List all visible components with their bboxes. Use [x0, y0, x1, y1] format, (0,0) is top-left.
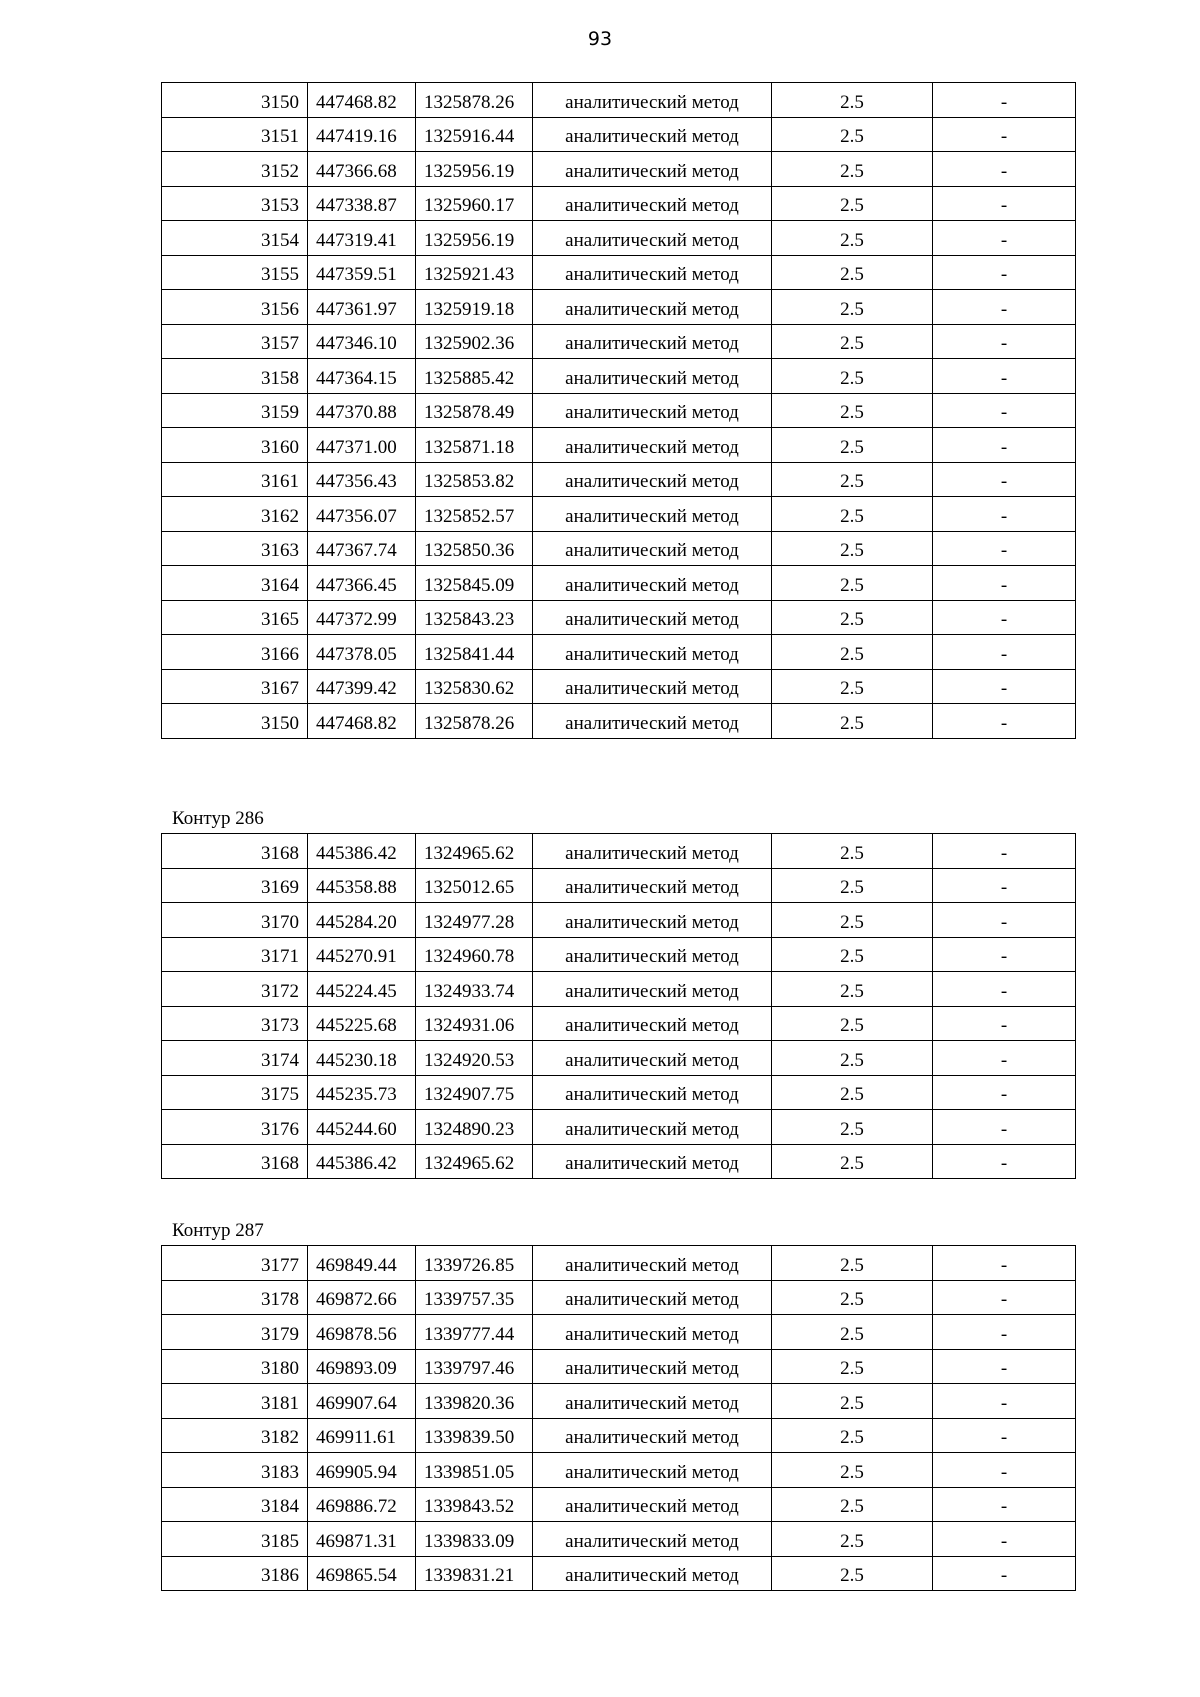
y-coordinate-cell: 1324965.62	[416, 834, 533, 869]
method-cell: аналитический метод	[533, 152, 772, 187]
method-cell: аналитический метод	[533, 868, 772, 903]
y-coordinate-cell: 1324931.06	[416, 1006, 533, 1041]
extra-cell: -	[933, 117, 1076, 152]
x-coordinate-cell: 447356.43	[308, 462, 416, 497]
y-coordinate-cell: 1325960.17	[416, 186, 533, 221]
accuracy-cell: 2.5	[772, 186, 933, 221]
x-coordinate-cell: 469865.54	[308, 1556, 416, 1591]
x-coordinate-cell: 447370.88	[308, 393, 416, 428]
point-number-cell: 3174	[162, 1041, 308, 1076]
extra-cell: -	[933, 1487, 1076, 1522]
point-number-cell: 3184	[162, 1487, 308, 1522]
accuracy-cell: 2.5	[772, 359, 933, 394]
accuracy-cell: 2.5	[772, 393, 933, 428]
point-number-cell: 3183	[162, 1453, 308, 1488]
x-coordinate-cell: 447364.15	[308, 359, 416, 394]
y-coordinate-cell: 1325878.26	[416, 83, 533, 118]
table-row	[162, 152, 1076, 187]
y-coordinate-cell: 1325843.23	[416, 600, 533, 635]
extra-cell: -	[933, 834, 1076, 869]
table-row	[162, 1110, 1076, 1145]
y-coordinate-cell: 1339797.46	[416, 1349, 533, 1384]
y-coordinate-cell: 1324965.62	[416, 1144, 533, 1179]
accuracy-cell: 2.5	[772, 1280, 933, 1315]
coordinates-table	[161, 833, 1076, 1179]
point-number-cell: 3167	[162, 669, 308, 704]
accuracy-cell: 2.5	[772, 290, 933, 325]
extra-cell: -	[933, 600, 1076, 635]
point-number-cell: 3163	[162, 531, 308, 566]
point-number-cell: 3175	[162, 1075, 308, 1110]
accuracy-cell: 2.5	[772, 1246, 933, 1281]
y-coordinate-cell: 1325871.18	[416, 428, 533, 463]
method-cell: аналитический метод	[533, 704, 772, 739]
extra-cell: -	[933, 152, 1076, 187]
method-cell: аналитический метод	[533, 290, 772, 325]
accuracy-cell: 2.5	[772, 669, 933, 704]
table-row	[162, 531, 1076, 566]
method-cell: аналитический метод	[533, 255, 772, 290]
table-row	[162, 1315, 1076, 1350]
extra-cell: -	[933, 359, 1076, 394]
x-coordinate-cell: 445224.45	[308, 972, 416, 1007]
y-coordinate-cell: 1325845.09	[416, 566, 533, 601]
y-coordinate-cell: 1325853.82	[416, 462, 533, 497]
accuracy-cell: 2.5	[772, 255, 933, 290]
extra-cell: -	[933, 497, 1076, 532]
y-coordinate-cell: 1325916.44	[416, 117, 533, 152]
accuracy-cell: 2.5	[772, 1384, 933, 1419]
accuracy-cell: 2.5	[772, 497, 933, 532]
accuracy-cell: 2.5	[772, 1487, 933, 1522]
extra-cell: -	[933, 1522, 1076, 1557]
x-coordinate-cell: 447378.05	[308, 635, 416, 670]
table-row	[162, 1384, 1076, 1419]
y-coordinate-cell: 1324933.74	[416, 972, 533, 1007]
extra-cell: -	[933, 1384, 1076, 1419]
method-cell: аналитический метод	[533, 428, 772, 463]
x-coordinate-cell: 447367.74	[308, 531, 416, 566]
point-number-cell: 3180	[162, 1349, 308, 1384]
method-cell: аналитический метод	[533, 1349, 772, 1384]
y-coordinate-cell: 1324960.78	[416, 937, 533, 972]
y-coordinate-cell: 1325885.42	[416, 359, 533, 394]
y-coordinate-cell: 1339843.52	[416, 1487, 533, 1522]
accuracy-cell: 2.5	[772, 704, 933, 739]
extra-cell: -	[933, 868, 1076, 903]
extra-cell: -	[933, 704, 1076, 739]
x-coordinate-cell: 445244.60	[308, 1110, 416, 1145]
point-number-cell: 3159	[162, 393, 308, 428]
method-cell: аналитический метод	[533, 1453, 772, 1488]
method-cell: аналитический метод	[533, 566, 772, 601]
table-row	[162, 1006, 1076, 1041]
extra-cell: -	[933, 972, 1076, 1007]
point-number-cell: 3185	[162, 1522, 308, 1557]
extra-cell: -	[933, 1349, 1076, 1384]
point-number-cell: 3168	[162, 1144, 308, 1179]
table-row	[162, 1075, 1076, 1110]
y-coordinate-cell: 1325012.65	[416, 868, 533, 903]
y-coordinate-cell: 1339851.05	[416, 1453, 533, 1488]
table-row	[162, 600, 1076, 635]
y-coordinate-cell: 1325878.26	[416, 704, 533, 739]
accuracy-cell: 2.5	[772, 1522, 933, 1557]
method-cell: аналитический метод	[533, 221, 772, 256]
method-cell: аналитический метод	[533, 1280, 772, 1315]
table-row	[162, 1418, 1076, 1453]
accuracy-cell: 2.5	[772, 868, 933, 903]
x-coordinate-cell: 447366.68	[308, 152, 416, 187]
x-coordinate-cell: 469905.94	[308, 1453, 416, 1488]
extra-cell: -	[933, 1315, 1076, 1350]
y-coordinate-cell: 1325956.19	[416, 221, 533, 256]
table-row	[162, 834, 1076, 869]
y-coordinate-cell: 1325830.62	[416, 669, 533, 704]
extra-cell: -	[933, 255, 1076, 290]
point-number-cell: 3157	[162, 324, 308, 359]
method-cell: аналитический метод	[533, 186, 772, 221]
y-coordinate-cell: 1339820.36	[416, 1384, 533, 1419]
x-coordinate-cell: 469849.44	[308, 1246, 416, 1281]
x-coordinate-cell: 447468.82	[308, 704, 416, 739]
x-coordinate-cell: 447356.07	[308, 497, 416, 532]
table-row	[162, 1280, 1076, 1315]
accuracy-cell: 2.5	[772, 600, 933, 635]
extra-cell: -	[933, 1041, 1076, 1076]
y-coordinate-cell: 1325921.43	[416, 255, 533, 290]
x-coordinate-cell: 447366.45	[308, 566, 416, 601]
point-number-cell: 3162	[162, 497, 308, 532]
x-coordinate-cell: 469871.31	[308, 1522, 416, 1557]
point-number-cell: 3150	[162, 83, 308, 118]
accuracy-cell: 2.5	[772, 428, 933, 463]
method-cell: аналитический метод	[533, 1418, 772, 1453]
y-coordinate-cell: 1324977.28	[416, 903, 533, 938]
extra-cell: -	[933, 1006, 1076, 1041]
point-number-cell: 3158	[162, 359, 308, 394]
point-number-cell: 3155	[162, 255, 308, 290]
accuracy-cell: 2.5	[772, 1006, 933, 1041]
accuracy-cell: 2.5	[772, 1075, 933, 1110]
table-row	[162, 393, 1076, 428]
accuracy-cell: 2.5	[772, 152, 933, 187]
accuracy-cell: 2.5	[772, 1110, 933, 1145]
extra-cell: -	[933, 83, 1076, 118]
x-coordinate-cell: 447361.97	[308, 290, 416, 325]
extra-cell: -	[933, 462, 1076, 497]
extra-cell: -	[933, 1418, 1076, 1453]
extra-cell: -	[933, 393, 1076, 428]
table-row	[162, 1349, 1076, 1384]
point-number-cell: 3173	[162, 1006, 308, 1041]
x-coordinate-cell: 447359.51	[308, 255, 416, 290]
extra-cell: -	[933, 1246, 1076, 1281]
y-coordinate-cell: 1325956.19	[416, 152, 533, 187]
point-number-cell: 3179	[162, 1315, 308, 1350]
method-cell: аналитический метод	[533, 1006, 772, 1041]
table-row	[162, 1041, 1076, 1076]
table-row	[162, 937, 1076, 972]
method-cell: аналитический метод	[533, 600, 772, 635]
x-coordinate-cell: 445235.73	[308, 1075, 416, 1110]
method-cell: аналитический метод	[533, 972, 772, 1007]
y-coordinate-cell: 1325852.57	[416, 497, 533, 532]
method-cell: аналитический метод	[533, 669, 772, 704]
point-number-cell: 3160	[162, 428, 308, 463]
table-row	[162, 669, 1076, 704]
method-cell: аналитический метод	[533, 324, 772, 359]
y-coordinate-cell: 1339833.09	[416, 1522, 533, 1557]
table-row	[162, 497, 1076, 532]
extra-cell: -	[933, 903, 1076, 938]
extra-cell: -	[933, 324, 1076, 359]
x-coordinate-cell: 445230.18	[308, 1041, 416, 1076]
y-coordinate-cell: 1339777.44	[416, 1315, 533, 1350]
x-coordinate-cell: 447399.42	[308, 669, 416, 704]
extra-cell: -	[933, 1075, 1076, 1110]
method-cell: аналитический метод	[533, 1384, 772, 1419]
point-number-cell: 3161	[162, 462, 308, 497]
accuracy-cell: 2.5	[772, 324, 933, 359]
extra-cell: -	[933, 221, 1076, 256]
x-coordinate-cell: 469872.66	[308, 1280, 416, 1315]
y-coordinate-cell: 1325850.36	[416, 531, 533, 566]
table-row	[162, 1144, 1076, 1179]
method-cell: аналитический метод	[533, 1487, 772, 1522]
table-row	[162, 1522, 1076, 1557]
accuracy-cell: 2.5	[772, 903, 933, 938]
table-row	[162, 221, 1076, 256]
point-number-cell: 3164	[162, 566, 308, 601]
x-coordinate-cell: 445284.20	[308, 903, 416, 938]
x-coordinate-cell: 445270.91	[308, 937, 416, 972]
extra-cell: -	[933, 1280, 1076, 1315]
method-cell: аналитический метод	[533, 834, 772, 869]
table-row	[162, 83, 1076, 118]
accuracy-cell: 2.5	[772, 1144, 933, 1179]
method-cell: аналитический метод	[533, 1075, 772, 1110]
x-coordinate-cell: 469886.72	[308, 1487, 416, 1522]
method-cell: аналитический метод	[533, 635, 772, 670]
point-number-cell: 3153	[162, 186, 308, 221]
accuracy-cell: 2.5	[772, 937, 933, 972]
y-coordinate-cell: 1339831.21	[416, 1556, 533, 1591]
y-coordinate-cell: 1324920.53	[416, 1041, 533, 1076]
method-cell: аналитический метод	[533, 1556, 772, 1591]
x-coordinate-cell: 469911.61	[308, 1418, 416, 1453]
accuracy-cell: 2.5	[772, 1556, 933, 1591]
point-number-cell: 3186	[162, 1556, 308, 1591]
x-coordinate-cell: 447319.41	[308, 221, 416, 256]
table-row	[162, 704, 1076, 739]
x-coordinate-cell: 445386.42	[308, 834, 416, 869]
x-coordinate-cell: 447372.99	[308, 600, 416, 635]
method-cell: аналитический метод	[533, 1315, 772, 1350]
x-coordinate-cell: 445358.88	[308, 868, 416, 903]
page-number: 93	[587, 28, 613, 50]
method-cell: аналитический метод	[533, 497, 772, 532]
extra-cell: -	[933, 1110, 1076, 1145]
y-coordinate-cell: 1325902.36	[416, 324, 533, 359]
table-row	[162, 1487, 1076, 1522]
accuracy-cell: 2.5	[772, 221, 933, 256]
point-number-cell: 3172	[162, 972, 308, 1007]
accuracy-cell: 2.5	[772, 1315, 933, 1350]
point-number-cell: 3150	[162, 704, 308, 739]
accuracy-cell: 2.5	[772, 1418, 933, 1453]
accuracy-cell: 2.5	[772, 635, 933, 670]
table-row	[162, 635, 1076, 670]
x-coordinate-cell: 447371.00	[308, 428, 416, 463]
y-coordinate-cell: 1339726.85	[416, 1246, 533, 1281]
point-number-cell: 3151	[162, 117, 308, 152]
point-number-cell: 3170	[162, 903, 308, 938]
method-cell: аналитический метод	[533, 83, 772, 118]
coordinates-table	[161, 1245, 1076, 1591]
table-row	[162, 290, 1076, 325]
accuracy-cell: 2.5	[772, 566, 933, 601]
x-coordinate-cell: 447338.87	[308, 186, 416, 221]
table-row	[162, 1246, 1076, 1281]
point-number-cell: 3178	[162, 1280, 308, 1315]
x-coordinate-cell: 447346.10	[308, 324, 416, 359]
y-coordinate-cell: 1324907.75	[416, 1075, 533, 1110]
method-cell: аналитический метод	[533, 903, 772, 938]
point-number-cell: 3152	[162, 152, 308, 187]
accuracy-cell: 2.5	[772, 834, 933, 869]
y-coordinate-cell: 1324890.23	[416, 1110, 533, 1145]
extra-cell: -	[933, 669, 1076, 704]
y-coordinate-cell: 1325919.18	[416, 290, 533, 325]
y-coordinate-cell: 1325841.44	[416, 635, 533, 670]
accuracy-cell: 2.5	[772, 462, 933, 497]
point-number-cell: 3168	[162, 834, 308, 869]
table-row	[162, 186, 1076, 221]
point-number-cell: 3181	[162, 1384, 308, 1419]
point-number-cell: 3182	[162, 1418, 308, 1453]
point-number-cell: 3177	[162, 1246, 308, 1281]
accuracy-cell: 2.5	[772, 1453, 933, 1488]
method-cell: аналитический метод	[533, 937, 772, 972]
accuracy-cell: 2.5	[772, 1349, 933, 1384]
accuracy-cell: 2.5	[772, 1041, 933, 1076]
table-row	[162, 972, 1076, 1007]
extra-cell: -	[933, 531, 1076, 566]
x-coordinate-cell: 469907.64	[308, 1384, 416, 1419]
point-number-cell: 3165	[162, 600, 308, 635]
table-row	[162, 428, 1076, 463]
table-row	[162, 1556, 1076, 1591]
method-cell: аналитический метод	[533, 1522, 772, 1557]
method-cell: аналитический метод	[533, 531, 772, 566]
extra-cell: -	[933, 937, 1076, 972]
y-coordinate-cell: 1339757.35	[416, 1280, 533, 1315]
extra-cell: -	[933, 1556, 1076, 1591]
point-number-cell: 3154	[162, 221, 308, 256]
extra-cell: -	[933, 566, 1076, 601]
x-coordinate-cell: 445225.68	[308, 1006, 416, 1041]
method-cell: аналитический метод	[533, 393, 772, 428]
method-cell: аналитический метод	[533, 1246, 772, 1281]
y-coordinate-cell: 1339839.50	[416, 1418, 533, 1453]
accuracy-cell: 2.5	[772, 117, 933, 152]
y-coordinate-cell: 1325878.49	[416, 393, 533, 428]
point-number-cell: 3171	[162, 937, 308, 972]
method-cell: аналитический метод	[533, 1110, 772, 1145]
table-row	[162, 462, 1076, 497]
x-coordinate-cell: 447468.82	[308, 83, 416, 118]
table-row	[162, 1453, 1076, 1488]
table-row	[162, 868, 1076, 903]
extra-cell: -	[933, 290, 1076, 325]
method-cell: аналитический метод	[533, 359, 772, 394]
point-number-cell: 3176	[162, 1110, 308, 1145]
contour-label: Контур 287	[172, 1220, 264, 1241]
table-row	[162, 566, 1076, 601]
x-coordinate-cell: 469893.09	[308, 1349, 416, 1384]
accuracy-cell: 2.5	[772, 83, 933, 118]
point-number-cell: 3166	[162, 635, 308, 670]
x-coordinate-cell: 445386.42	[308, 1144, 416, 1179]
method-cell: аналитический метод	[533, 1041, 772, 1076]
accuracy-cell: 2.5	[772, 972, 933, 1007]
method-cell: аналитический метод	[533, 117, 772, 152]
table-row	[162, 255, 1076, 290]
x-coordinate-cell: 447419.16	[308, 117, 416, 152]
extra-cell: -	[933, 1453, 1076, 1488]
table-row	[162, 359, 1076, 394]
table-row	[162, 324, 1076, 359]
extra-cell: -	[933, 186, 1076, 221]
coordinates-table	[161, 82, 1076, 739]
contour-label: Контур 286	[172, 808, 264, 829]
table-row	[162, 117, 1076, 152]
method-cell: аналитический метод	[533, 1144, 772, 1179]
method-cell: аналитический метод	[533, 462, 772, 497]
point-number-cell: 3169	[162, 868, 308, 903]
extra-cell: -	[933, 635, 1076, 670]
extra-cell: -	[933, 428, 1076, 463]
point-number-cell: 3156	[162, 290, 308, 325]
table-row	[162, 903, 1076, 938]
extra-cell: -	[933, 1144, 1076, 1179]
accuracy-cell: 2.5	[772, 531, 933, 566]
x-coordinate-cell: 469878.56	[308, 1315, 416, 1350]
